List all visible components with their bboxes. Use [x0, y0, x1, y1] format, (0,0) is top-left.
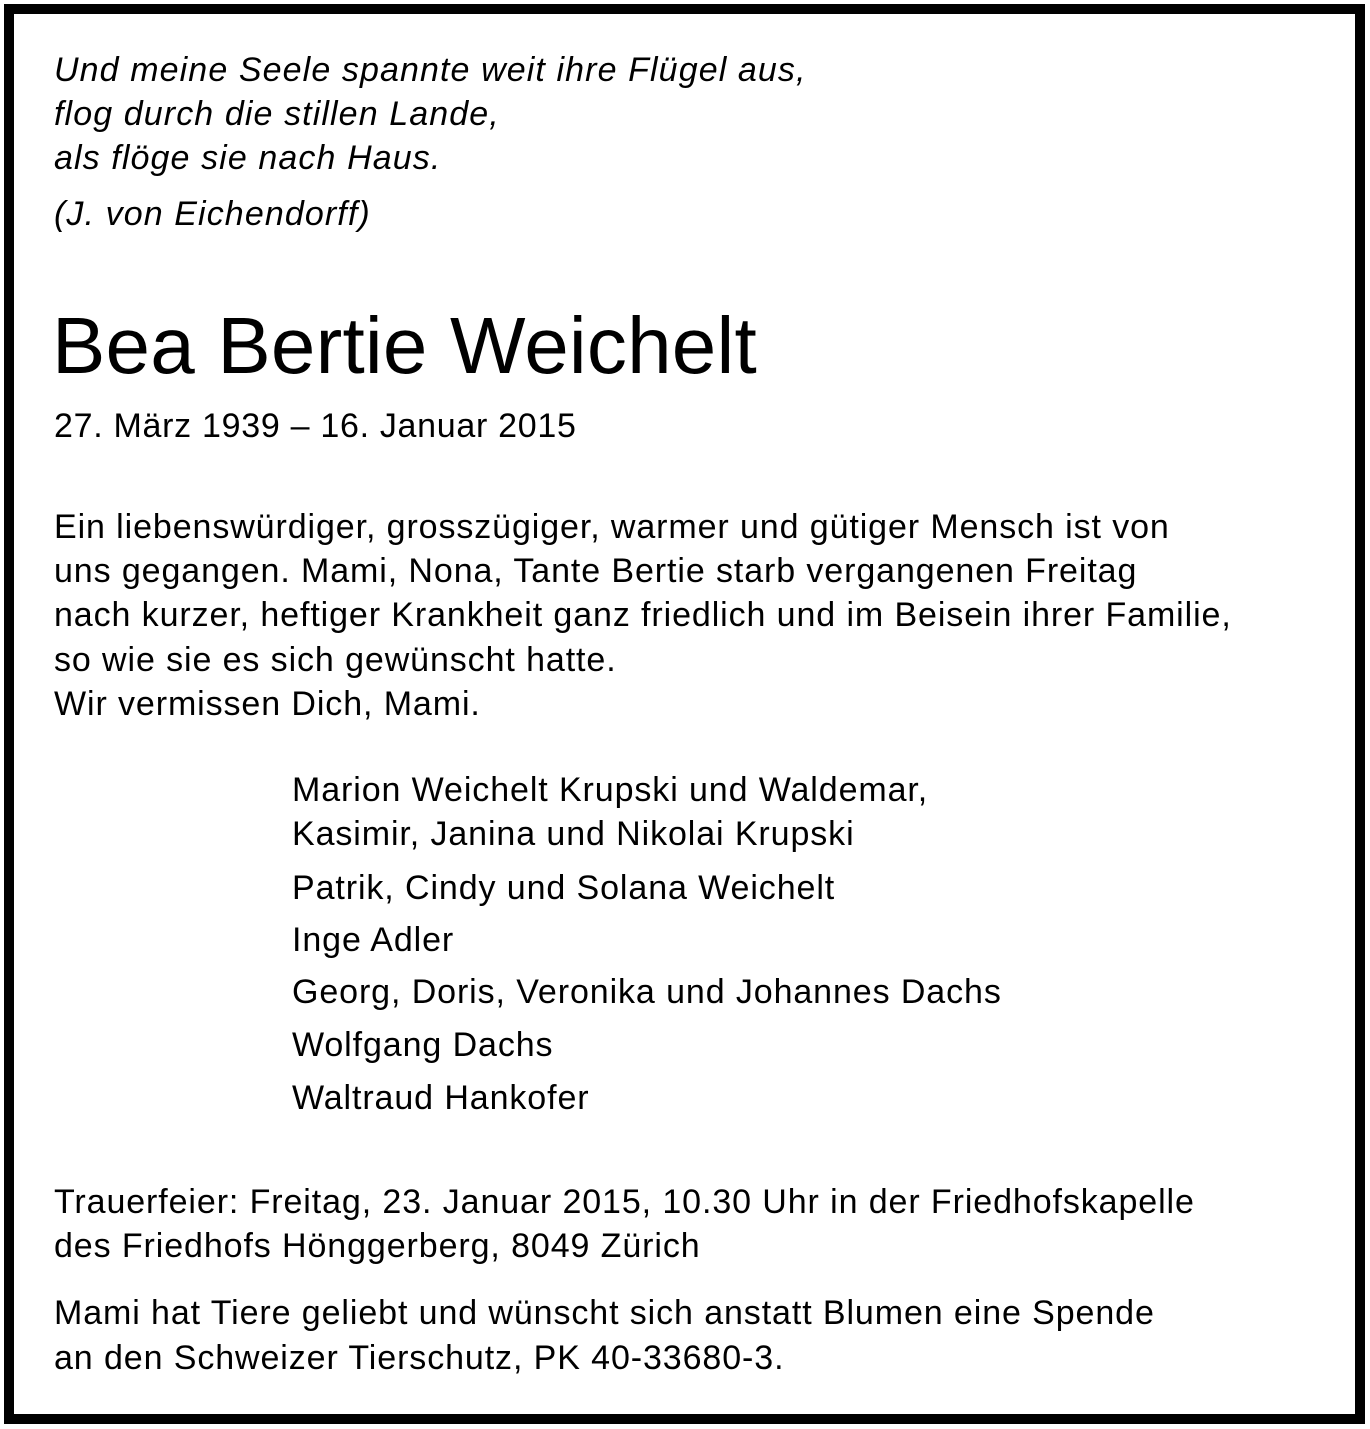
message-line: nach kurzer, heftiger Krankheit ganz friedlich und im Beisein ihrer Familie, — [54, 596, 1232, 634]
deceased-name: Bea Bertie Weichelt — [52, 301, 757, 390]
mourner-entry: Inge Adler — [292, 921, 455, 959]
service-line: des Friedhofs Hönggerberg, 8049 Zürich — [54, 1227, 701, 1265]
quote-author: (J. von Eichendorff) — [54, 195, 371, 233]
message-line: so wie sie es sich gewünscht hatte. — [54, 641, 617, 679]
mourner-entry: Waltraud Hankofer — [292, 1079, 590, 1117]
message-line: Ein liebenswürdiger, grosszügiger, warmer und gütiger Mensch ist von — [54, 508, 1170, 546]
donation-line: Mami hat Tiere geliebt und wünscht sich anstatt Blumen eine Spende — [54, 1294, 1155, 1332]
life-dates: 27. März 1939 – 16. Januar 2015 — [54, 407, 577, 445]
quote-line: als flöge sie nach Haus. — [54, 139, 442, 177]
message-line: Wir vermissen Dich, Mami. — [54, 685, 481, 723]
service-line: Trauerfeier: Freitag, 23. Januar 2015, 10.30 Uhr in der Friedhofskapelle — [54, 1183, 1195, 1221]
message-line: uns gegangen. Mami, Nona, Tante Bertie starb vergangenen Freitag — [54, 552, 1138, 590]
quote-line: Und meine Seele spannte weit ihre Flügel aus, — [54, 51, 807, 89]
mourner-entry: Kasimir, Janina und Nikolai Krupski — [292, 815, 855, 853]
mourner-entry: Patrik, Cindy und Solana Weichelt — [292, 869, 836, 907]
mourner-entry: Wolfgang Dachs — [292, 1026, 554, 1064]
quote-line: flog durch die stillen Lande, — [54, 95, 500, 133]
mourner-entry: Marion Weichelt Krupski und Waldemar, — [292, 771, 929, 809]
donation-line: an den Schweizer Tierschutz, PK 40-33680-3. — [54, 1339, 785, 1377]
mourner-entry: Georg, Doris, Veronika und Johannes Dachs — [292, 973, 1002, 1011]
